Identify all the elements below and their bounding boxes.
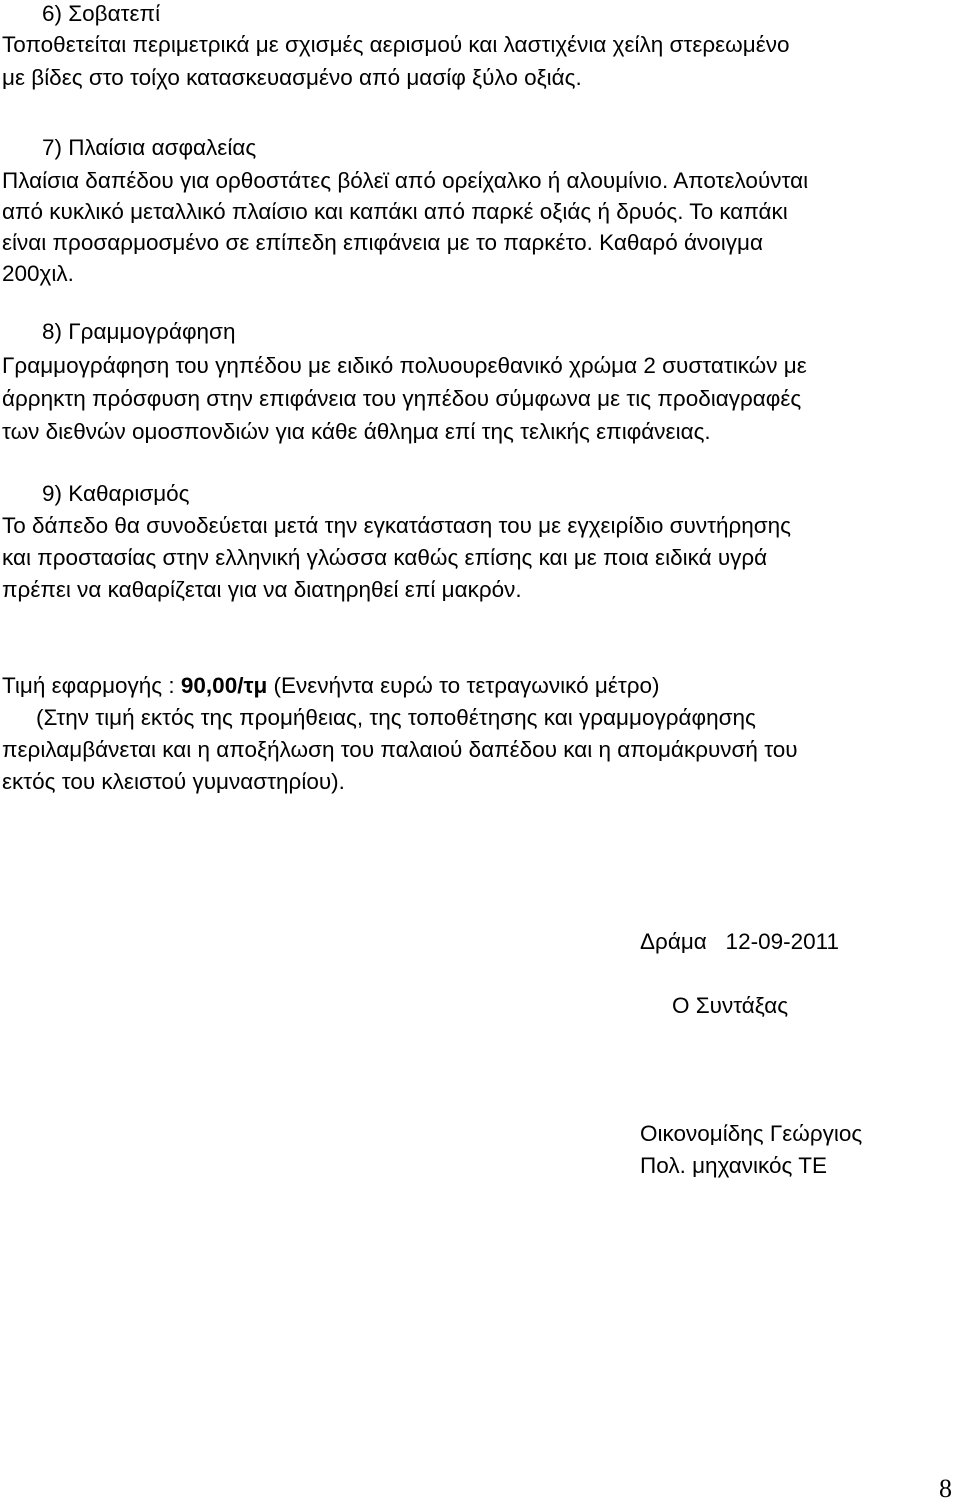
paragraph-line: από κυκλικό μεταλλικό πλαίσιο και καπάκι από παρκέ οξιάς ή δρυός. Το καπάκι xyxy=(2,199,788,224)
page-number: 8 xyxy=(939,1474,952,1503)
price-line xyxy=(2,673,660,699)
paragraph-line: Γραμμογράφηση του γηπέδου με ειδικό πολυουρεθανικό χρώμα 2 συστατικών με xyxy=(2,353,807,378)
section-heading: 9) Καθαρισμός xyxy=(42,481,190,506)
paragraph-line: είναι προσαρμοσμένο σε επίπεδη επιφάνεια με το παρκέτο. Καθαρό άνοιγμα xyxy=(2,230,763,255)
paragraph-line: Πλαίσια δαπέδου για ορθοστάτες βόλεϊ από ορείχαλκο ή αλουμίνιο. Αποτελούνται xyxy=(2,168,809,193)
price-value: 90,00/τμ xyxy=(180,673,268,698)
price-note-line: περιλαμβάνεται και η αποξήλωση του παλαιού δαπέδου και η απομάκρυνσή του xyxy=(2,737,798,762)
place-date: Δράμα 12-09-2011 xyxy=(640,929,839,954)
paragraph-line: 200χιλ. xyxy=(2,261,74,286)
paragraph-line: Τοποθετείται περιμετρικά με σχισμές αερισμού και λαστιχένια χείλη στερεωμένο xyxy=(2,32,790,57)
paragraph-line: και προστασίας στην ελληνική γλώσσα καθώς επίσης και με ποια ειδικά υγρά xyxy=(2,545,768,570)
signatory-name: Οικονομίδης Γεώργιος xyxy=(640,1121,863,1146)
section-heading: 6) Σοβατεπί xyxy=(42,1,161,26)
paragraph-line: άρρηκτη πρόσφυση στην επιφάνεια του γηπέδου σύμφωνα με τις προδιαγραφές xyxy=(2,386,802,411)
section-heading: 7) Πλαίσια ασφαλείας xyxy=(42,135,257,160)
price-label: Τιμή εφαρμογής : xyxy=(2,673,181,698)
price-words: (Ενενήντα ευρώ το τετραγωνικό μέτρο) xyxy=(267,673,660,698)
signature-role: Ο Συντάξας xyxy=(672,993,789,1018)
price-note-line: (Στην τιμή εκτός της προμήθειας, της τοποθέτησης και γραμμογράφησης xyxy=(36,705,756,730)
section-heading: 8) Γραμμογράφηση xyxy=(42,319,236,344)
paragraph-line: με βίδες στο τοίχο κατασκευασμένο από μασίφ ξύλο οξιάς. xyxy=(2,65,582,90)
signatory-title: Πολ. μηχανικός ΤΕ xyxy=(640,1153,827,1178)
paragraph-line: των διεθνών ομοσπονδιών για κάθε άθλημα επί της τελικής επιφάνειας. xyxy=(2,419,711,444)
paragraph-line: Το δάπεδο θα συνοδεύεται μετά την εγκατάσταση του με εγχειρίδιο συντήρησης xyxy=(2,513,792,538)
price-note-line: εκτός του κλειστού γυμναστηρίου). xyxy=(2,769,345,794)
paragraph-line: πρέπει να καθαρίζεται για να διατηρηθεί επί μακρόν. xyxy=(2,577,522,602)
